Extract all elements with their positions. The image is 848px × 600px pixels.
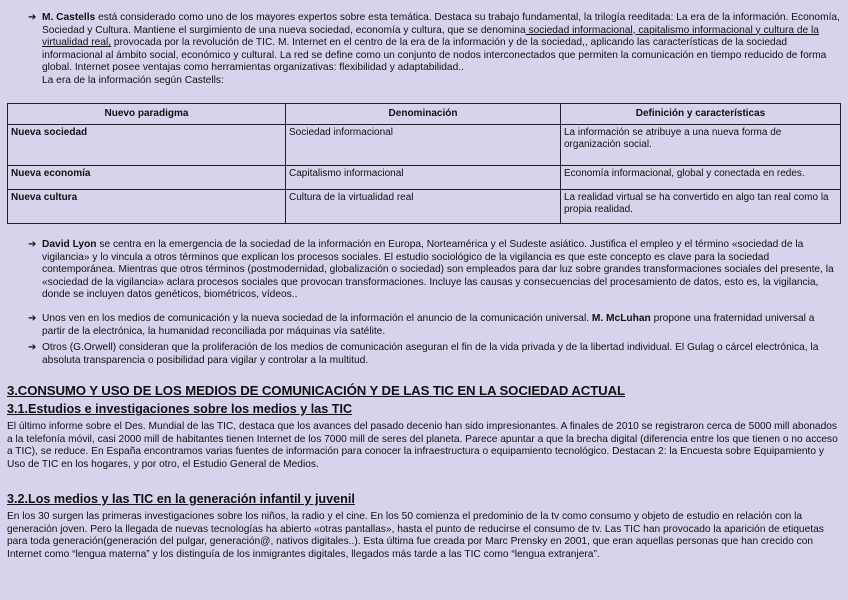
bullet-mcluhan [28, 313, 840, 338]
author-name: David Lyon [42, 239, 97, 250]
bullet-castells [28, 12, 840, 88]
table-cell: Nueva economía [8, 166, 286, 190]
bullet-orwell [28, 342, 840, 367]
subsection-title: 3.1.Estudios e investigaciones sobre los medios y las TIC [7, 402, 353, 416]
table-row [8, 166, 841, 190]
bullet-orwell-text: Otros (G.Orwell) consideran que la proliferación de los medios de comunicación aseguran el fin de la vida privada y de la libertad individual. El Gulag o cárcel electrónica, la absoluta transparencia o posibilidad para vigilar y controlar a la multitud. [42, 342, 819, 366]
author-name: M. Castells [42, 12, 96, 23]
table-header: Definición y características [561, 104, 841, 125]
table-cell: La información se atribuye a una nueva forma de organización social. [561, 125, 841, 166]
subsection-text: El último informe sobre el Des. Mundial de las TIC, destaca que los avances del pasado decenio han sido impresionantes. A finales de 2010 se registraron cerca de 5000 mill abonados a la telefonía móvil, casi 2000 mill de habitantes tienen Internet de los 7000 mill de seres del planeta. Parece apuntar a que la brecha digital (diferencia entre los que tienen o no acceso a TIC), se reduce. En España encontramos varias fuentes de información para conocer la infraestructura o equipamiento tecnológico. Destacan 2: la Encuesta sobre Equipamiento y Uso de TIC en los hogares, y por otro, el Estudio General de Medios. [7, 421, 838, 470]
arrow-icon: ➔ [28, 313, 37, 324]
bullet-lyon [28, 239, 840, 302]
castells-table [7, 103, 841, 224]
table-cell: Cultura de la virtualidad real [286, 190, 561, 224]
arrow-icon: ➔ [28, 12, 37, 23]
section-title: 3.CONSUMO Y USO DE LOS MEDIOS DE COMUNICACIÓN Y DE LAS TIC EN LA SOCIEDAD ACTUAL [7, 383, 625, 398]
table-header: Denominación [286, 104, 561, 125]
table-cell: Economía informacional, global y conectada en redes. [561, 166, 841, 190]
table-header-row [8, 104, 841, 125]
subsection-text: En los 30 surgen las primeras investigaciones sobre los niños, la radio y el cine. En los 50 comienza el predominio de la tv como consumo y objeto de estudio en relación con la generación joven. Pero la llegada de nuevas tecnologías ha abierto «otras pantallas», hasta el punto de reducirse el consumo de tv. Las TIC han provocado la aparición de etiquetas para toda generación(generación del pulgar, generación@, nativos digitales..). Esta última fue creada por Marc Prensky en 2001, que eran aquellas personas que han crecido con Internet como “lengua materna” y los distinguía de los inmigrantes digitales, llegados más tarde a las TIC como “lengua extranjera”. [7, 511, 824, 560]
arrow-icon: ➔ [28, 239, 37, 250]
table-cell: La realidad virtual se ha convertido en algo tan real como la propia realidad. [561, 190, 841, 224]
author-name: M. McLuhan [591, 313, 651, 324]
arrow-icon: ➔ [28, 342, 37, 353]
underlined-concepts: sociedad informacional, capitalismo informacional y cultura de la virtualidad real, [42, 24, 819, 49]
table-caption: La era de la información según Castells: [42, 74, 224, 86]
table-cell: Capitalismo informacional [286, 166, 561, 190]
subsection-title: 3.2.Los medios y las TIC en la generación infantil y juvenil [7, 492, 355, 506]
table-cell: Nueva cultura [8, 190, 286, 224]
table-cell: Nueva sociedad [8, 125, 286, 166]
table-header: Nuevo paradigma [8, 104, 286, 125]
table-row [8, 190, 841, 224]
bullet-mcluhan-text: Unos ven en los medios de comunicación y la nueva sociedad de la información el anuncio de la comunicación universal. M. McLuhan propone una fraternidad universal a partir de la electrónica, la humanidad reconciliada por máquinas vía satélite. [42, 313, 815, 337]
bullet-lyon-text: David Lyon se centra en la emergencia de la sociedad de la información en Europa, Norteamérica y el Sudeste asiático. Justifica el empleo y el término «sociedad de la vigilancia» y lo vincula a otros términos que explican los procesos sociales. El estudio sociológico de la vigilancia es que este concepto es clave para la sociedad contemporánea. Mientras que otros términos (postmodernidad, globalización o sociedad) son empleados para dar luz sobre grandes transformaciones sociales del presente, la «sociedad de la vigilancia» aclara procesos sociales que provocan transformaciones. Incluye las causas y consecuencias del procesamiento de datos, esto es, la vigilancia, donde se incluyen datos genéticos, biométricos, vídeos.. [42, 239, 834, 301]
table-row [8, 125, 841, 166]
bullet-castells-text: M. Castells está considerado como uno de los mayores expertos sobre esta temática. Destaca su trabajo fundamental, la trilogía reeditada: La era de la información. Economía, Sociedad y Cultura. Mantiene el surgimiento de una nueva sociedad, economía y cultura, que se denomina sociedad informacional, capitalismo informacional y cultura de la virtualidad real, provocada por la revolución de TIC. M. Internet en el centro de la era de la información y de la sociedad,, aplicando las características de la sociedad informacional al ámbito social, económico y cultural. La red se define como un conjunto de nodos interconectados que permiten la comunicación en tiempo reducido de forma global. Internet posee ventajas como herramientas organizativas: flexibilidad y adaptabilidad.. La era de la información según Castells: [42, 12, 840, 86]
table-cell: Sociedad informacional [286, 125, 561, 166]
